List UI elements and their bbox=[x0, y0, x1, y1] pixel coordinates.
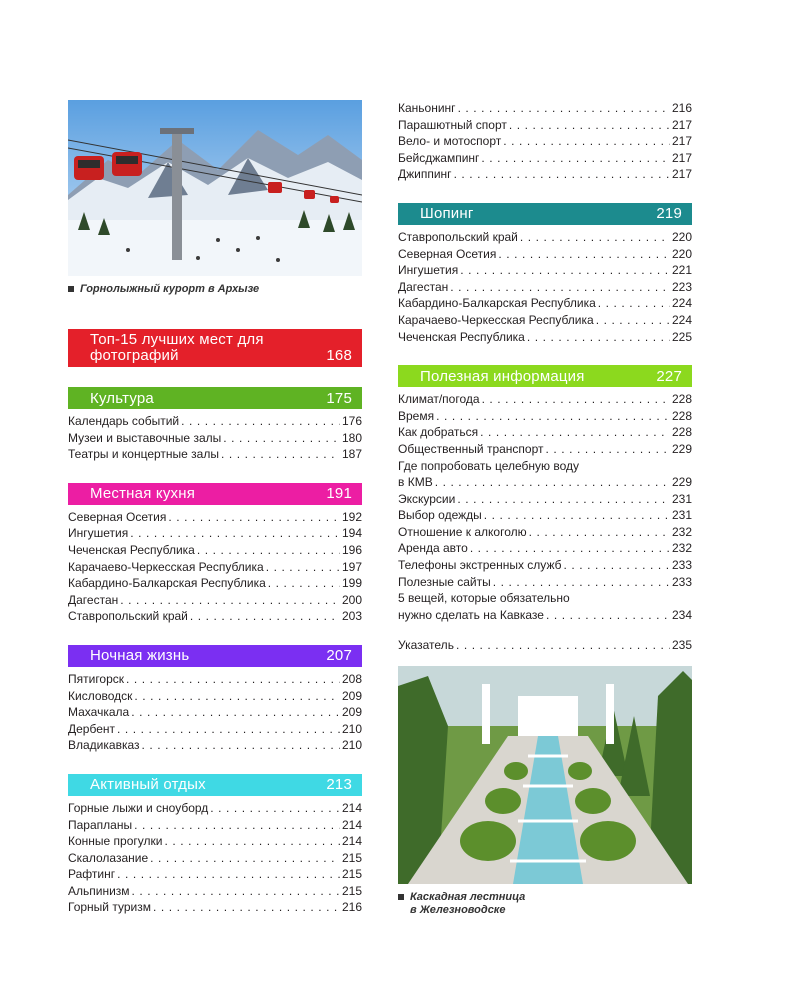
section-entries bbox=[68, 509, 362, 625]
section-header[interactable] bbox=[68, 387, 362, 409]
section-entries bbox=[68, 413, 362, 463]
section-entries bbox=[398, 229, 692, 345]
dot-leader bbox=[454, 166, 670, 183]
section-entries bbox=[398, 391, 692, 623]
section-header[interactable] bbox=[68, 645, 362, 667]
dot-leader bbox=[456, 637, 670, 654]
dot-leader bbox=[470, 540, 670, 557]
toc-entry[interactable] bbox=[68, 688, 362, 705]
toc-entry[interactable] bbox=[68, 413, 362, 430]
toc-entry[interactable] bbox=[68, 446, 362, 463]
toc-entry-title: Дербент bbox=[68, 721, 116, 736]
section-header[interactable] bbox=[68, 483, 362, 505]
toc-entry[interactable] bbox=[398, 166, 692, 183]
toc-entry-title: Аренда авто bbox=[398, 541, 468, 556]
toc-entry-page: 229 bbox=[671, 475, 692, 490]
toc-entry[interactable] bbox=[68, 850, 362, 867]
toc-entry-title: Махачкала bbox=[68, 705, 130, 720]
index-entry bbox=[398, 637, 692, 654]
toc-entry-page: 229 bbox=[671, 441, 692, 456]
toc-entry-page: 221 bbox=[671, 263, 692, 278]
dot-leader bbox=[221, 446, 340, 463]
dot-leader bbox=[529, 524, 670, 541]
toc-entry-page: 214 bbox=[341, 834, 362, 849]
toc-entry-page: 197 bbox=[341, 559, 362, 574]
section-page: 168 bbox=[326, 347, 352, 364]
dot-leader bbox=[266, 559, 340, 576]
toc-entry-title: Северная Осетия bbox=[68, 509, 167, 524]
toc-entry[interactable] bbox=[68, 509, 362, 526]
section-header[interactable] bbox=[398, 365, 692, 387]
toc-entry[interactable] bbox=[68, 559, 362, 576]
toc-entry-title: Пятигорск bbox=[68, 671, 125, 686]
toc-entry-page: 220 bbox=[671, 229, 692, 244]
toc-entry-title: Джиппинг bbox=[398, 167, 452, 182]
dot-leader bbox=[457, 491, 670, 508]
left-column bbox=[68, 100, 362, 916]
dot-leader bbox=[598, 295, 670, 312]
toc-entry[interactable] bbox=[68, 817, 362, 834]
toc-entry-title: Горный туризм bbox=[68, 900, 151, 915]
toc-entry[interactable] bbox=[398, 590, 692, 623]
section-title: Шопинг bbox=[420, 205, 474, 223]
toc-entry-title: Ингушетия bbox=[68, 526, 129, 541]
dot-leader bbox=[197, 542, 340, 559]
toc-entry-title: Музеи и выставочные залы bbox=[68, 430, 222, 445]
toc-entry[interactable] bbox=[68, 833, 362, 850]
section-page: 213 bbox=[326, 776, 352, 794]
dot-leader bbox=[181, 413, 340, 430]
toc-entry[interactable] bbox=[68, 883, 362, 900]
dot-leader bbox=[503, 133, 670, 150]
toc-entry-title: Время bbox=[398, 408, 435, 423]
toc-entry-title: Кабардино-Балкарская Республика bbox=[398, 296, 596, 311]
toc-entry-page: 233 bbox=[671, 558, 692, 573]
toc-entry[interactable] bbox=[398, 329, 692, 346]
section-page: 191 bbox=[326, 485, 352, 503]
toc-entry-page: 194 bbox=[341, 526, 362, 541]
toc-entry-page: 203 bbox=[341, 609, 362, 624]
toc-entry[interactable] bbox=[398, 262, 692, 279]
dot-leader bbox=[132, 883, 340, 900]
dot-leader bbox=[153, 899, 340, 916]
toc-entry[interactable] bbox=[68, 575, 362, 592]
toc-entry-title: Горные лыжи и сноуборд bbox=[68, 800, 209, 815]
section-page: 207 bbox=[326, 647, 352, 665]
toc-entry[interactable] bbox=[68, 430, 362, 447]
toc-entry-page: 187 bbox=[341, 447, 362, 462]
toc-entry[interactable] bbox=[68, 737, 362, 754]
toc-entry[interactable] bbox=[398, 133, 692, 150]
toc-entry-title: Как добраться bbox=[398, 425, 479, 440]
dot-leader bbox=[481, 150, 670, 167]
toc-entry-title: Вело- и мотоспорт bbox=[398, 134, 502, 149]
dot-leader bbox=[164, 833, 340, 850]
toc-entry[interactable] bbox=[398, 117, 692, 134]
toc-entry-title-line2: нужно сделать на Кавказе bbox=[398, 607, 544, 622]
toc-entry-page: 199 bbox=[341, 576, 362, 591]
toc-entry[interactable] bbox=[398, 408, 692, 425]
dot-leader bbox=[493, 574, 670, 591]
toc-entry-page: 231 bbox=[671, 491, 692, 506]
dot-leader bbox=[435, 474, 670, 491]
toc-entry[interactable] bbox=[398, 540, 692, 557]
toc-entry-page: 208 bbox=[341, 671, 362, 686]
toc-entry-title-line2: в КМВ bbox=[398, 475, 433, 490]
toc-entry-title: Театры и концертные залы bbox=[68, 447, 219, 462]
toc-entry-title: Альпинизм bbox=[68, 883, 130, 898]
dot-leader bbox=[223, 430, 340, 447]
toc-entry[interactable] bbox=[398, 229, 692, 246]
toc-entry-page: 234 bbox=[671, 607, 692, 622]
toc-entry-title: Чеченская Республика bbox=[398, 329, 525, 344]
toc-entry[interactable] bbox=[398, 279, 692, 296]
toc-entry-title: Отношение к алкоголю bbox=[398, 524, 527, 539]
toc-entry-page: 220 bbox=[671, 246, 692, 261]
section-header[interactable] bbox=[68, 774, 362, 796]
toc-entry-page: 192 bbox=[341, 509, 362, 524]
dot-leader bbox=[460, 262, 670, 279]
toc-entry-title: Кабардино-Балкарская Республика bbox=[68, 576, 266, 591]
right-top-entries bbox=[398, 100, 692, 183]
ski-resort-caption: Горнолыжный курорт в Архызе bbox=[68, 283, 362, 296]
toc-entry-page: 215 bbox=[341, 883, 362, 898]
section-title: Полезная информация bbox=[420, 367, 585, 385]
section-title: Активный отдых bbox=[90, 776, 206, 794]
toc-entry[interactable] bbox=[68, 721, 362, 738]
dot-leader bbox=[134, 817, 340, 834]
toc-entry-title: Экскурсии bbox=[398, 491, 456, 506]
section-title: Местная кухня bbox=[90, 485, 196, 503]
caption-bullet-icon bbox=[398, 894, 404, 900]
toc-entry-page: 215 bbox=[341, 867, 362, 882]
toc-entry[interactable] bbox=[398, 391, 692, 408]
toc-entry-page: 225 bbox=[671, 329, 692, 344]
toc-entry-title: Конные прогулки bbox=[68, 834, 163, 849]
toc-entry-page: 233 bbox=[671, 574, 692, 589]
toc-entry[interactable] bbox=[398, 458, 692, 491]
toc-entry[interactable] bbox=[68, 592, 362, 609]
toc-entry[interactable] bbox=[68, 542, 362, 559]
toc-entry[interactable] bbox=[68, 800, 362, 817]
toc-entry[interactable] bbox=[398, 246, 692, 263]
dot-leader bbox=[527, 329, 670, 346]
section-page: 227 bbox=[656, 367, 682, 385]
toc-entry-page: 209 bbox=[341, 705, 362, 720]
toc-entry-title: Владикавказ bbox=[68, 738, 140, 753]
toc-entry-page: 180 bbox=[341, 430, 362, 445]
right-sections bbox=[398, 203, 692, 623]
dot-leader bbox=[436, 408, 670, 425]
dot-leader bbox=[117, 721, 340, 738]
dot-leader bbox=[458, 100, 670, 117]
toc-entry-page: 210 bbox=[341, 738, 362, 753]
toc-entry[interactable] bbox=[398, 574, 692, 591]
dot-leader bbox=[190, 608, 340, 625]
toc-entry-page: 215 bbox=[341, 850, 362, 865]
section-entries bbox=[68, 800, 362, 916]
section-entries bbox=[68, 671, 362, 754]
toc-entry-page: 176 bbox=[341, 414, 362, 428]
toc-entry-title: Карачаево-Черкесская Республика bbox=[68, 559, 264, 574]
right-column bbox=[398, 100, 692, 917]
toc-entry-page: 228 bbox=[671, 408, 692, 423]
toc-entry[interactable] bbox=[68, 704, 362, 721]
toc-entry-page: 232 bbox=[671, 524, 692, 539]
cascade-stairs-photo bbox=[398, 666, 692, 884]
toc-entry-title: Календарь событий bbox=[68, 414, 180, 428]
dot-leader bbox=[546, 441, 670, 458]
toc-entry-title: Телефоны экстренных служб bbox=[398, 558, 562, 573]
toc-entry-title: Парапланы bbox=[68, 817, 133, 832]
dot-leader bbox=[130, 525, 340, 542]
toc-entry-title: Скалолазание bbox=[68, 850, 149, 865]
toc-entry-page: 214 bbox=[341, 800, 362, 815]
toc-entry[interactable] bbox=[398, 637, 692, 654]
toc-entry[interactable] bbox=[68, 671, 362, 688]
toc-entry[interactable] bbox=[68, 899, 362, 916]
toc-entry[interactable] bbox=[398, 150, 692, 167]
dot-leader bbox=[210, 800, 340, 817]
toc-entry-page: 217 bbox=[671, 167, 692, 182]
toc-entry-title: Чеченская Республика bbox=[68, 542, 195, 557]
toc-entry-page: 231 bbox=[671, 508, 692, 523]
toc-entry[interactable] bbox=[398, 491, 692, 508]
dot-leader bbox=[520, 229, 670, 246]
toc-entry-title: Рафтинг bbox=[68, 867, 116, 882]
dot-leader bbox=[268, 575, 340, 592]
toc-entry-title: Ингушетия bbox=[398, 263, 459, 278]
ski-resort-photo bbox=[68, 100, 362, 276]
toc-entry[interactable] bbox=[398, 312, 692, 329]
toc-entry-page: 217 bbox=[671, 117, 692, 132]
toc-entry-title: Выбор одежды bbox=[398, 508, 482, 523]
toc-entry-title: Парашютный спорт bbox=[398, 117, 507, 132]
toc-entry-title: Климат/погода bbox=[398, 392, 480, 407]
toc-entry-page: 235 bbox=[671, 638, 692, 653]
toc-entry-page: 216 bbox=[671, 101, 692, 115]
toc-entry-title: Где попробовать целебную воду bbox=[398, 458, 580, 473]
toc-entry[interactable] bbox=[68, 525, 362, 542]
section-page: 175 bbox=[326, 389, 352, 407]
toc-entry-page: 228 bbox=[671, 392, 692, 407]
section-header[interactable] bbox=[398, 203, 692, 225]
toc-entry-page: 232 bbox=[671, 541, 692, 556]
section-title: Культура bbox=[90, 389, 154, 407]
toc-entry[interactable] bbox=[398, 100, 692, 117]
dot-leader bbox=[498, 246, 670, 263]
dot-leader bbox=[546, 607, 670, 624]
left-sections bbox=[68, 329, 362, 916]
toc-entry-page: 210 bbox=[341, 721, 362, 736]
toc-entry-title: Общественный транспорт bbox=[398, 441, 544, 456]
dot-leader bbox=[168, 509, 340, 526]
dot-leader bbox=[117, 866, 340, 883]
toc-entry-page: 217 bbox=[671, 150, 692, 165]
toc-entry-page: 228 bbox=[671, 425, 692, 440]
toc-entry-title: Дагестан bbox=[398, 279, 449, 294]
toc-entry-title: Полезные сайты bbox=[398, 574, 491, 589]
toc-entry-title: Указатель bbox=[398, 638, 454, 653]
toc-entry-page: 224 bbox=[671, 296, 692, 311]
toc-entry[interactable] bbox=[68, 608, 362, 625]
toc-entry-title: Ставропольский край bbox=[68, 609, 188, 624]
toc-entry-title: 5 вещей, которые обязательно bbox=[398, 591, 570, 606]
toc-entry[interactable] bbox=[398, 507, 692, 524]
dot-leader bbox=[484, 507, 670, 524]
dot-leader bbox=[131, 704, 340, 721]
toc-entry[interactable] bbox=[398, 524, 692, 541]
dot-leader bbox=[126, 671, 340, 688]
toc-entry[interactable] bbox=[398, 295, 692, 312]
toc-entry-title: Бейсджампинг bbox=[398, 150, 480, 165]
section-page: 219 bbox=[656, 205, 682, 223]
toc-entry[interactable] bbox=[398, 424, 692, 441]
section-title: Ночная жизнь bbox=[90, 647, 190, 665]
dot-leader bbox=[450, 279, 670, 296]
cascade-stairs-caption: Каскадная лестница в Железноводске bbox=[398, 891, 692, 917]
toc-entry[interactable] bbox=[398, 557, 692, 574]
dot-leader bbox=[563, 557, 669, 574]
toc-entry-page: 216 bbox=[341, 900, 362, 915]
dot-leader bbox=[150, 850, 340, 867]
toc-entry[interactable] bbox=[398, 441, 692, 458]
toc-entry-title: Ставропольский край bbox=[398, 229, 518, 244]
toc-entry-title: Северная Осетия bbox=[398, 246, 497, 261]
dot-leader bbox=[482, 391, 670, 408]
caption-bullet-icon bbox=[68, 286, 74, 292]
section-header[interactable] bbox=[68, 329, 362, 367]
dot-leader bbox=[596, 312, 670, 329]
dot-leader bbox=[120, 592, 340, 609]
toc-entry-title: Дагестан bbox=[68, 592, 119, 607]
section-title: Топ-15 лучших мест для фотографий bbox=[90, 331, 264, 364]
toc-entry-page: 217 bbox=[671, 134, 692, 149]
toc-entry-page: 200 bbox=[341, 592, 362, 607]
toc-entry-page: 223 bbox=[671, 279, 692, 294]
toc-entry-page: 224 bbox=[671, 312, 692, 327]
toc-entry-title: Кисловодск bbox=[68, 688, 133, 703]
dot-leader bbox=[480, 424, 670, 441]
toc-entry[interactable] bbox=[68, 866, 362, 883]
dot-leader bbox=[509, 117, 670, 134]
dot-leader bbox=[134, 688, 340, 705]
toc-entry-page: 196 bbox=[341, 542, 362, 557]
dot-leader bbox=[142, 737, 340, 754]
toc-entry-page: 214 bbox=[341, 817, 362, 832]
toc-entry-title: Каньонинг bbox=[398, 101, 456, 115]
toc-entry-page: 209 bbox=[341, 688, 362, 703]
toc-entry-title: Карачаево-Черкесская Республика bbox=[398, 312, 594, 327]
